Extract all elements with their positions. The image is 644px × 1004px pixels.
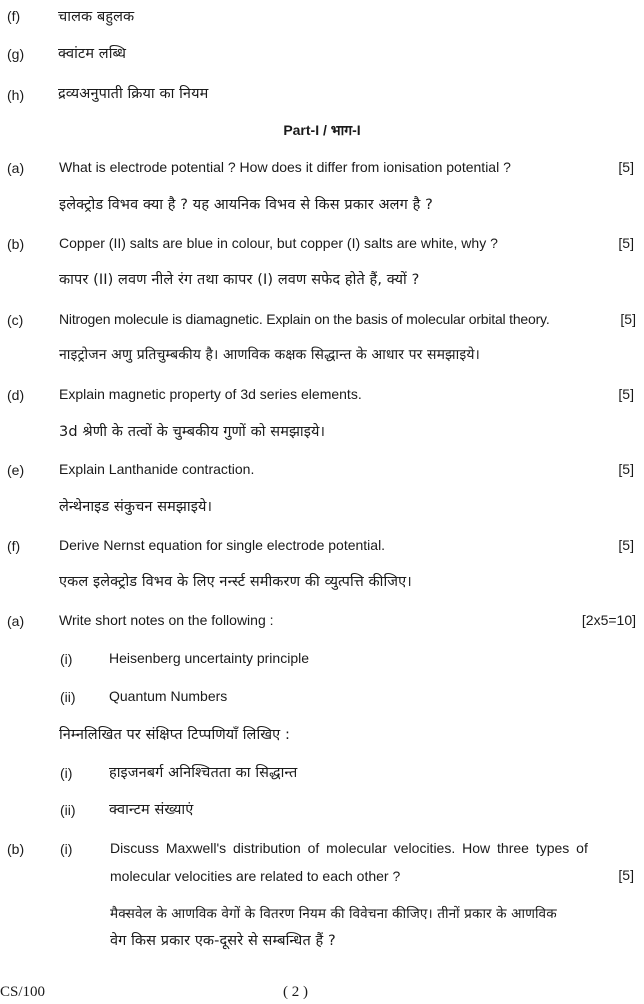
question-text-hi: 3d श्रेणी के तत्वों के चुम्बकीय गुणों को समझाइये। [59,424,326,440]
item-text: चालक बहुलक [58,9,135,25]
question-text-en: Explain Lanthanide contraction. [59,461,255,477]
item-label: (f) [7,8,21,24]
item-text: द्रव्यअनुपाती क्रिया का नियम [58,86,209,102]
question-label: (b) [7,236,25,252]
question-text-en: Nitrogen molecule is diamagnetic. Explain on the basis of molecular orbital theory. [59,311,550,327]
question-text-hi: एकल इलेक्ट्रोड विभव के लिए नर्न्स्ट समीकरण की व्युत्पत्ति कीजिए। [59,574,412,590]
sub-item-label: (ii) [60,689,76,705]
marks: [5] [618,867,634,883]
question-label: (a) [7,160,25,176]
question-text-hi: मैक्सवेल के आणविक वेगों के वितरण नियम की विवेचना कीजिए। तीनों प्रकार के आणविक [110,906,557,922]
question-text-hi: लेन्थेनाइड संकुचन समझाइये। [59,499,213,515]
part-title: Part-I / भाग-I [283,122,361,138]
question-text-hi: कापर (II) लवण नीले रंग तथा कापर (I) लवण सफेद होते हैं, क्यों ? [59,272,420,288]
question-text-en: Explain magnetic property of 3d series elements. [59,386,362,402]
question-text-en: Write short notes on the following : [59,612,274,628]
question-text-hi: नाइट्रोजन अणु प्रतिचुम्बकीय है। आणविक कक्षक सिद्धान्त के आधार पर समझाइये। [59,347,480,363]
question-label: (b) [7,841,25,857]
question-text-hi: निम्नलिखित पर संक्षिप्त टिप्पणियाँ लिखिए : [59,727,290,743]
sub-item-text: हाइजनबर्ग अनिश्चितता का सिद्धान्त [109,765,298,781]
sub-item-label: (i) [60,841,73,857]
page-number: ( 2 ) [283,984,308,1000]
question-label: (a) [7,613,25,629]
question-text-en: molecular velocities are related to each other ? [110,868,401,884]
item-label: (h) [7,87,25,103]
item-label: (g) [7,46,25,62]
sub-item-label: (i) [60,765,73,781]
question-text-hi: इलेक्ट्रोड विभव क्या है ? यह आयनिक विभव से किस प्रकार अलग है ? [59,197,433,213]
question-text-hi: वेग किस प्रकार एक-दूसरे से सम्बन्धित हैं ? [110,933,336,949]
question-text-en: Copper (II) salts are blue in colour, but copper (I) salts are white, why ? [59,235,498,251]
sub-item-label: (ii) [60,802,76,818]
question-label: (d) [7,387,25,403]
sub-item-label: (i) [60,651,73,667]
question-text-en: Discuss Maxwell's distribution of molecular velocities. How three types of [110,840,588,856]
sub-item-text: Quantum Numbers [109,688,228,704]
marks: [5] [618,386,634,402]
marks: [5] [618,537,634,553]
question-label: (e) [7,462,25,478]
sub-item-text: Heisenberg uncertainty principle [109,650,309,666]
question-text-en: What is electrode potential ? How does it differ from ionisation potential ? [59,159,511,175]
question-label: (f) [7,538,21,554]
marks: [5] [620,311,636,327]
marks: [5] [618,235,634,251]
item-text: क्वांटम लब्धि [58,46,127,62]
sub-item-text: क्वान्टम संख्याएं [109,802,194,818]
marks: [5] [618,159,634,175]
paper-code: CS/100 [0,984,46,1000]
question-text-en: Derive Nernst equation for single electrode potential. [59,537,386,553]
question-label: (c) [7,312,24,328]
marks: [5] [618,461,634,477]
marks: [2x5=10] [581,612,636,628]
